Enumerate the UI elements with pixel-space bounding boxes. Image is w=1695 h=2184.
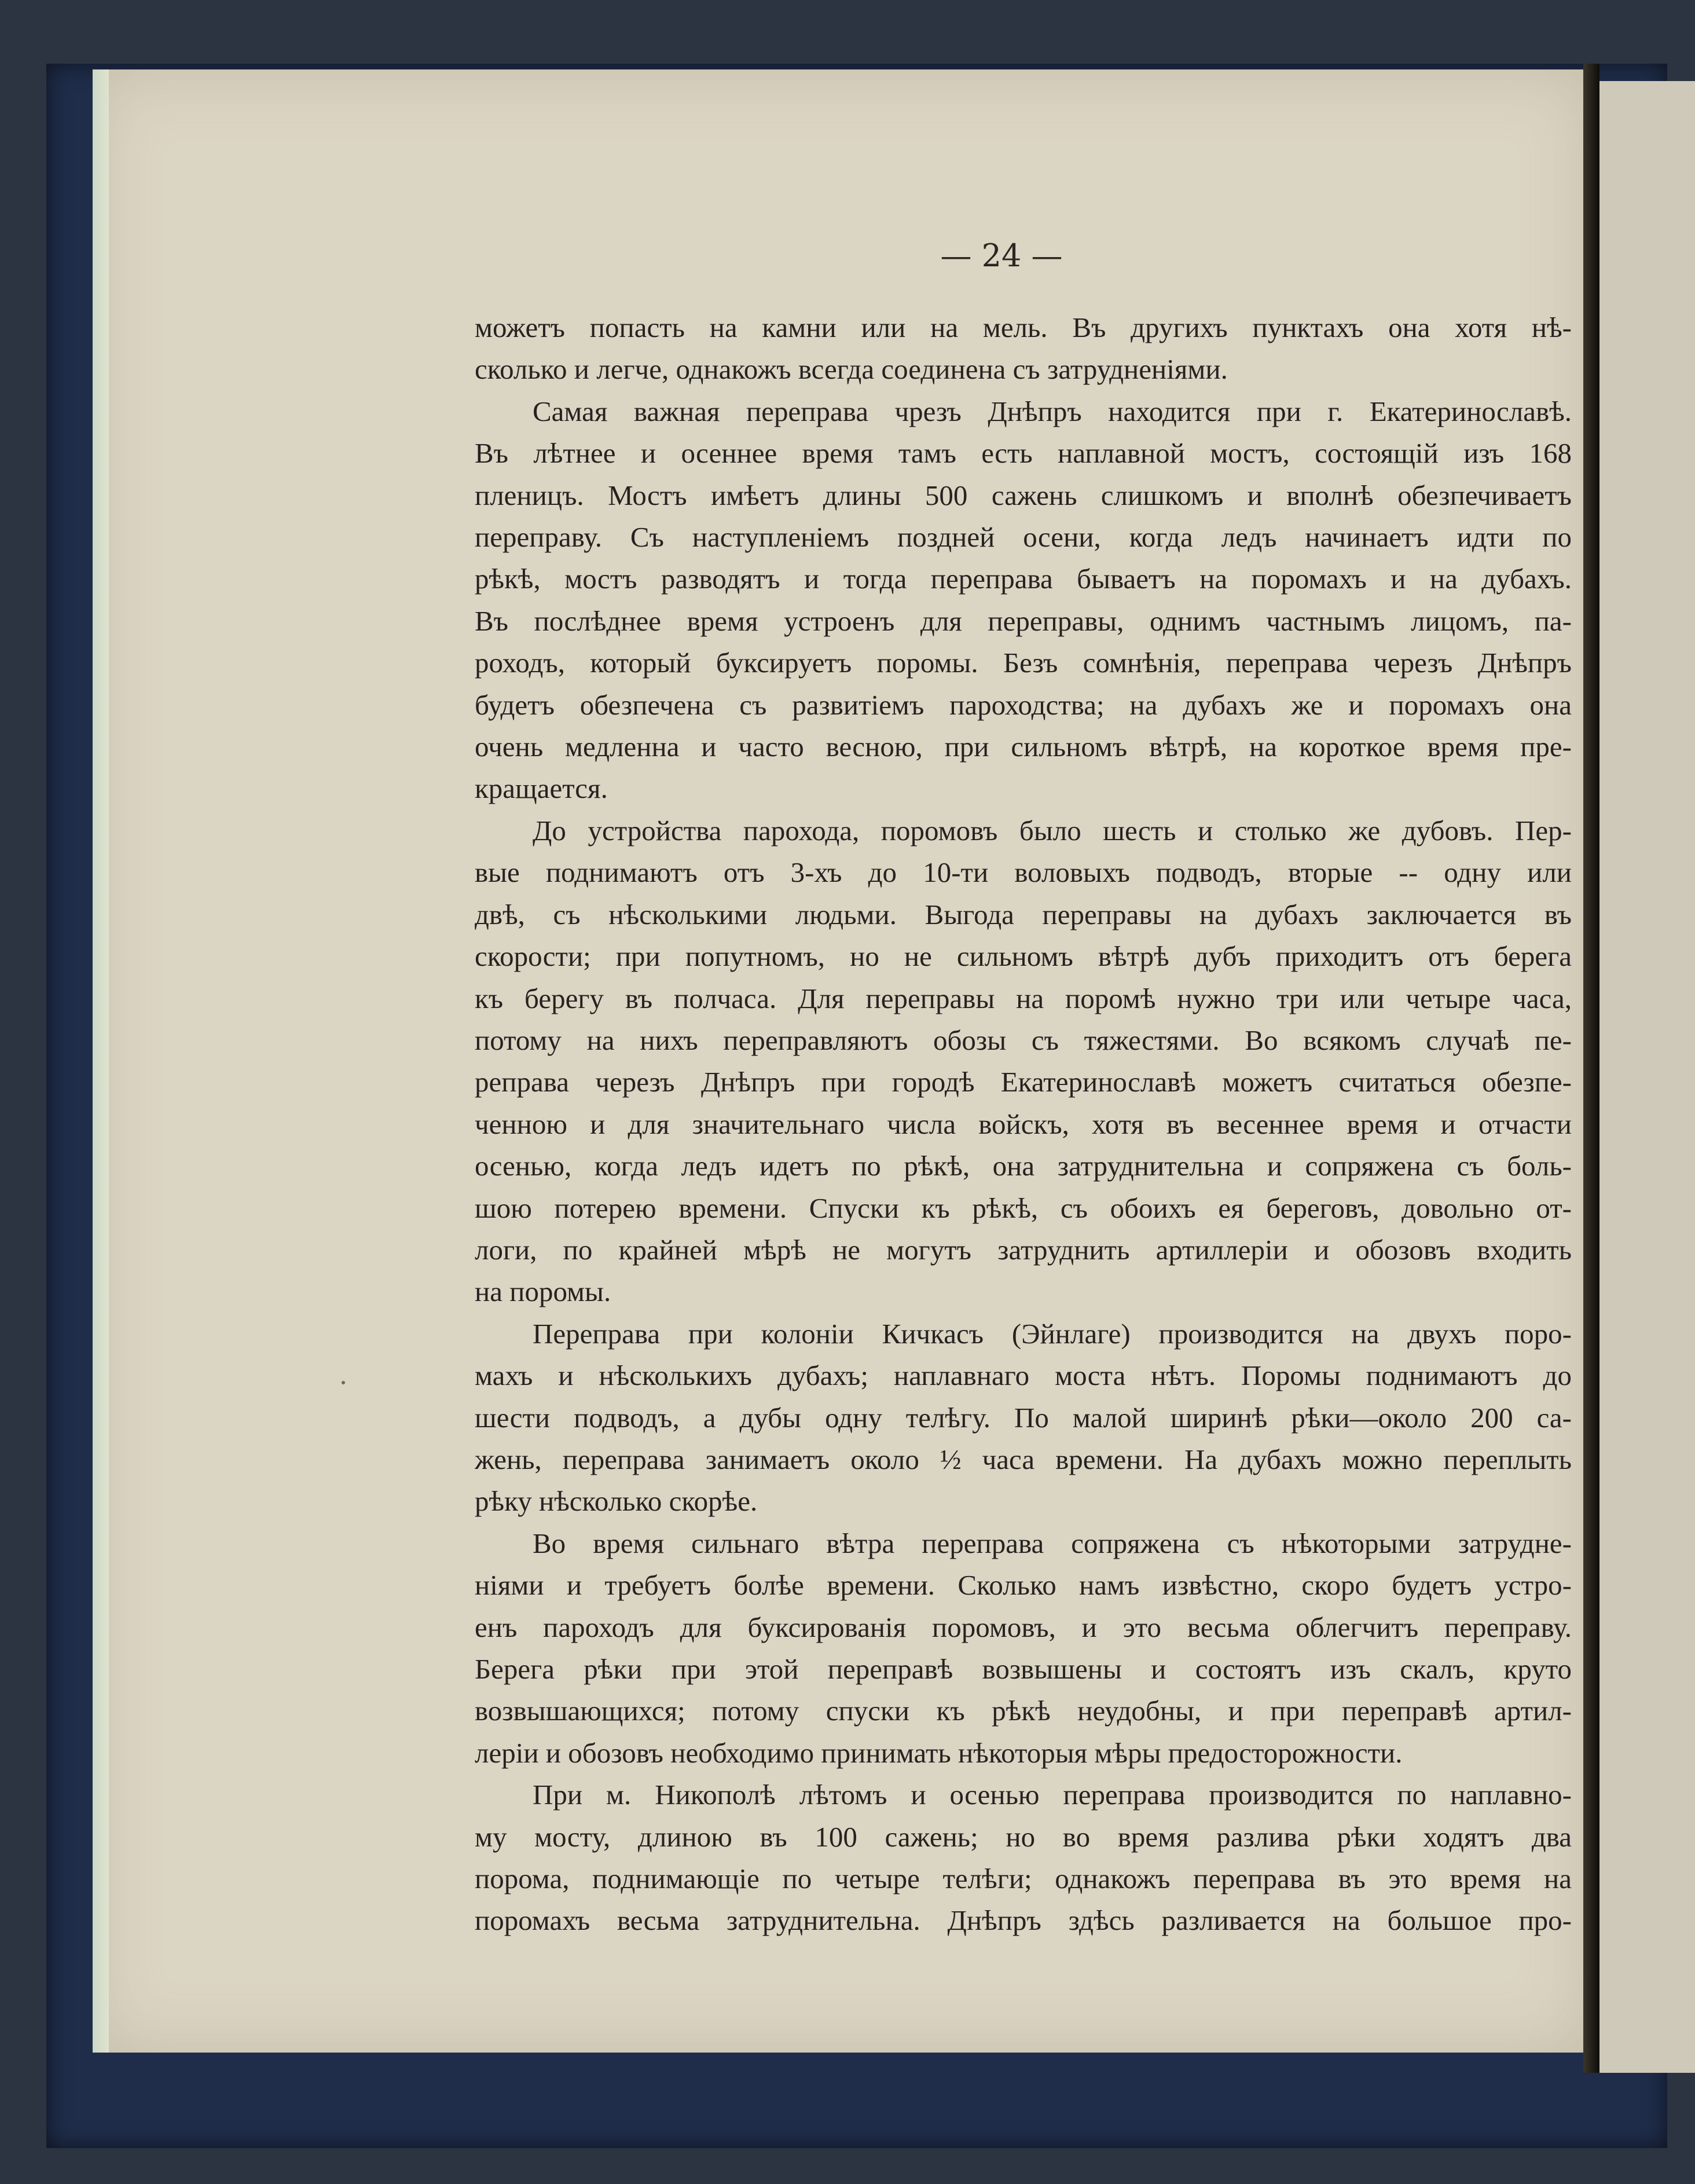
text-line: потому на нихъ переправляютъ обозы съ тяжестями. Во всякомъ случаѣ пе- bbox=[475, 1024, 1572, 1056]
book-gutter bbox=[1583, 64, 1599, 2073]
next-page-edge bbox=[1599, 81, 1695, 2073]
text-line: возвышающихся; потому спуски къ рѣкѣ неудобны, и при переправѣ артил- bbox=[475, 1695, 1572, 1727]
text-line: енъ пароходъ для буксированія поромовъ, и это весьма облегчитъ переправу. bbox=[475, 1611, 1572, 1643]
text-line: реправа черезъ Днѣпръ при городѣ Екатеринославѣ можетъ считаться обезпе- bbox=[475, 1066, 1572, 1098]
text-line: ніями и требуетъ болѣе времени. Сколько намъ извѣстно, скоро будетъ устро- bbox=[475, 1569, 1572, 1602]
body-text bbox=[475, 307, 1572, 1942]
text-line: къ берегу въ полчаса. Для переправы на поромѣ нужно три или четыре часа, bbox=[475, 982, 1572, 1014]
text-line: му мосту, длиною въ 100 сажень; но во время разлива рѣки ходятъ два bbox=[475, 1820, 1572, 1853]
text-line: очень медленна и часто весною, при сильномъ вѣтрѣ, на короткое время пре- bbox=[475, 731, 1572, 763]
text-line: скорости; при попутномъ, но не сильномъ вѣтрѣ дубъ приходитъ отъ берега bbox=[475, 940, 1572, 973]
text-line: леріи и обозовъ необходимо принимать нѣкоторыя мѣры предосторожности. bbox=[475, 1736, 1403, 1769]
text-line: можетъ попасть на камни или на мель. Въ другихъ пунктахъ она хотя нѣ- bbox=[475, 312, 1572, 343]
text-line: двѣ, съ нѣсколькими людьми. Выгода переправы на дубахъ заключается въ bbox=[475, 898, 1572, 930]
page-speck bbox=[342, 1381, 345, 1384]
text-line: роходъ, который буксируетъ поромы. Безъ сомнѣнія, переправа черезъ Днѣпръ bbox=[475, 647, 1572, 679]
text-line: будетъ обезпечена съ развитіемъ пароходства; на дубахъ же и поромахъ она bbox=[475, 688, 1572, 721]
text-line: махъ и нѣсколькихъ дубахъ; наплавнаго моста нѣтъ. Поромы поднимаютъ до bbox=[475, 1359, 1572, 1392]
text-line: рѣкѣ, мостъ разводятъ и тогда переправа бываетъ на поромахъ и на дубахъ. bbox=[475, 563, 1572, 595]
text-line: на поромы. bbox=[475, 1276, 611, 1308]
text-line: Въ послѣднее время устроенъ для переправы, однимъ частнымъ лицомъ, па- bbox=[475, 604, 1572, 637]
text-line: поромахъ весьма затруднительна. Днѣпръ здѣсь разливается на большое про- bbox=[475, 1904, 1572, 1937]
text-line: До устройства парохода, поромовъ было шесть и столько же дубовъ. Пер- bbox=[533, 814, 1572, 847]
text-line: порома, поднимающіе по четыре телѣги; однакожъ переправа въ это время на bbox=[475, 1863, 1572, 1895]
text-line: Самая важная переправа чрезъ Днѣпръ находится при г. Екатеринославѣ. bbox=[533, 395, 1572, 427]
text-line: ченною и для значительнаго числа войскъ, хотя въ весеннее время и отчасти bbox=[475, 1108, 1572, 1140]
text-line: При м. Никополѣ лѣтомъ и осенью переправа производится по наплавно- bbox=[533, 1779, 1572, 1811]
text-line: жень, переправа занимаетъ около ½ часа времени. На дубахъ можно переплыть bbox=[475, 1443, 1572, 1475]
text-line: сколько и легче, однакожъ всегда соединена съ затрудненіями. bbox=[475, 353, 1228, 386]
text-line: логи, по крайней мѣрѣ не могутъ затруднить артиллеріи и обозовъ входить bbox=[475, 1233, 1572, 1266]
text-line: шести подводъ, а дубы одну телѣгу. По малой ширинѣ рѣки—около 200 са- bbox=[475, 1401, 1572, 1434]
text-line: Переправа при колоніи Кичкасъ (Эйнлаге) производится на двухъ поро- bbox=[533, 1317, 1572, 1350]
page-edge bbox=[93, 69, 109, 2053]
text-line: рѣку нѣсколько скорѣе. bbox=[475, 1485, 758, 1518]
text-line: кращается. bbox=[475, 772, 608, 805]
text-line: шою потерею времени. Спуски къ рѣкѣ, съ обоихъ ея береговъ, довольно от- bbox=[475, 1192, 1572, 1224]
text-line: Въ лѣтнее и осеннее время тамъ есть наплавной мостъ, состоящій изъ 168 bbox=[475, 437, 1572, 470]
text-line: Берега рѣки при этой переправѣ возвышены и состоятъ изъ скалъ, круто bbox=[475, 1653, 1572, 1685]
page-number: — 24 — bbox=[940, 237, 1063, 274]
text-line: вые поднимаютъ отъ 3-хъ до 10-ти воловыхъ подводъ, вторые -- одну или bbox=[475, 856, 1572, 889]
text-line: Во время сильнаго вѣтра переправа сопряжена съ нѣкоторыми затрудне- bbox=[533, 1527, 1572, 1559]
text-line: переправу. Съ наступленіемъ поздней осени, когда ледъ начинаетъ идти по bbox=[475, 521, 1572, 554]
text-line: осенью, когда ледъ идетъ по рѣкѣ, она затруднительна и сопряжена съ боль- bbox=[475, 1150, 1572, 1182]
text-line: пленицъ. Мостъ имѣетъ длины 500 сажень слишкомъ и вполнѣ обезпечиваетъ bbox=[475, 479, 1572, 511]
